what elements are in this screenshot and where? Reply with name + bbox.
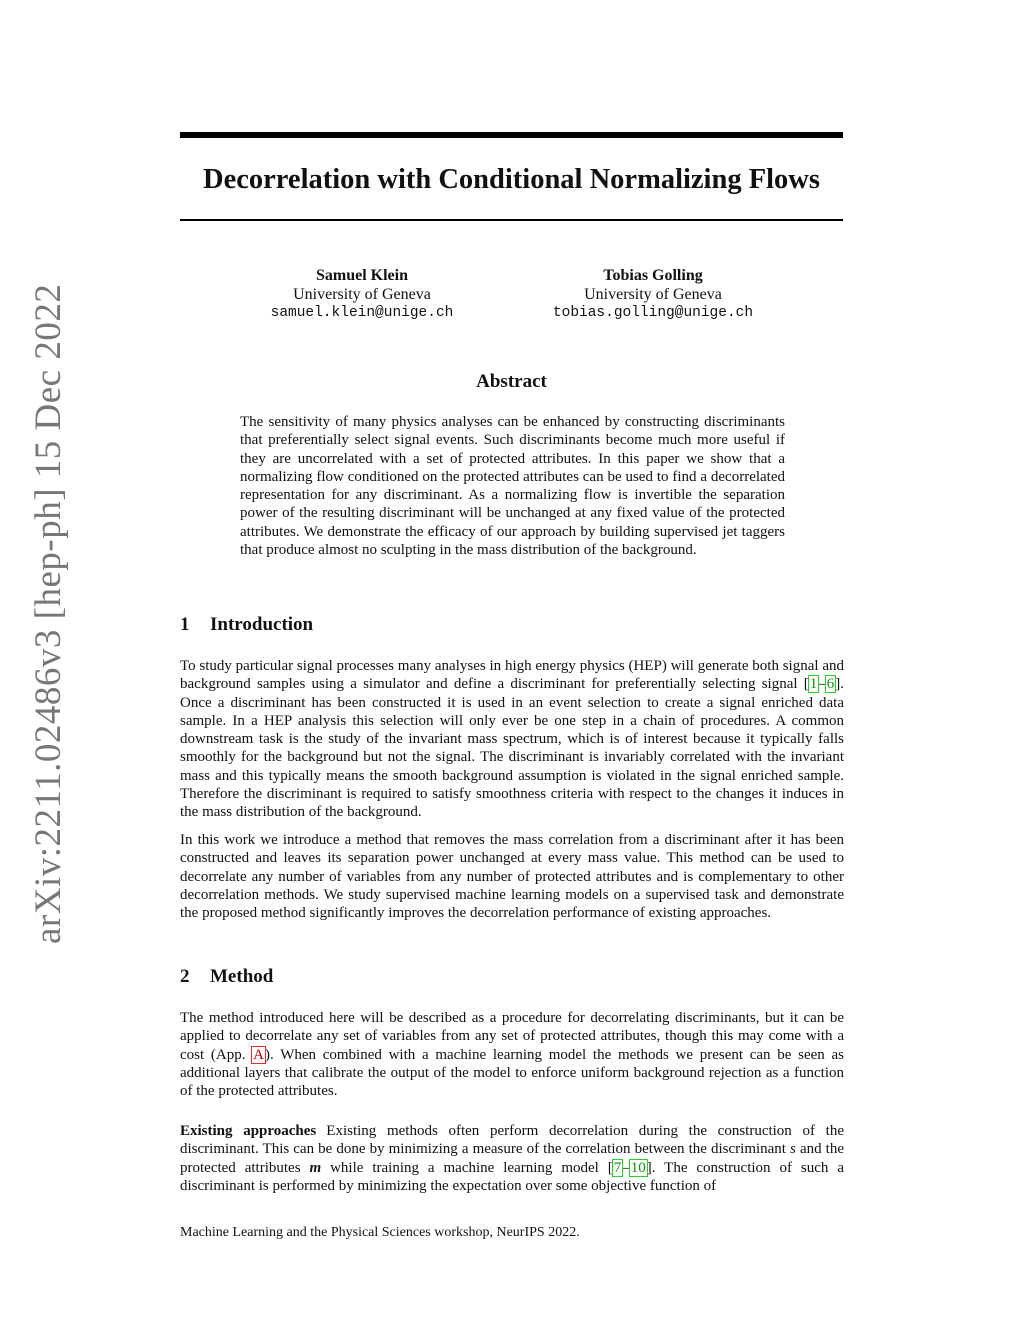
text-run: while training a machine learning model [: [321, 1159, 613, 1176]
author-name: Tobias Golling: [603, 267, 703, 284]
citation-link[interactable]: 1: [809, 676, 818, 693]
author-affiliation: University of Geneva: [584, 285, 722, 303]
text-run: To study particular signal processes many analyses in high energy physics (HEP) will generate both signal and background samples using a simulator and define a discriminant for preferentially selecting signal [: [180, 658, 844, 693]
appendix-link[interactable]: A: [253, 1046, 265, 1063]
abstract-heading: Abstract: [476, 371, 547, 392]
citation-link[interactable]: 7: [613, 1159, 622, 1176]
section-number: 1: [180, 614, 190, 635]
text-run: –: [818, 676, 826, 693]
section-heading-introduction: [180, 613, 313, 637]
footnote: Machine Learning and the Physical Sciences workshop, NeurIPS 2022.: [180, 1225, 580, 1240]
author-block-1: [212, 267, 512, 323]
arxiv-stamp: arXiv:2211.02486v3 [hep-ph] 15 Dec 2022: [28, 283, 69, 944]
title-bottom-rule: [180, 219, 843, 221]
abstract-text: The sensitivity of many physics analyses can be enhanced by constructing discriminants that preferentially select signal events. Such discriminants become much more useful if they are uncorrelated with a set of protected attributes. In this paper we show that a normalizing flow conditioned on the protected attributes can be used to find a decorrelated representation for any discriminant. As a normalizing flow is invertible the separation power of the resulting discriminant will be unchanged at any fixed value of the protected attributes. We demonstrate the efficacy of our approach by building supervised jet taggers that produce almost no sculpting in the mass distribution of the background.: [240, 414, 785, 559]
author-name: Samuel Klein: [315, 267, 408, 284]
text-run: ). When combined with a machine learning model the methods we present can be seen as additional layers that calibrate the output of the model to enforce uniform background rejection as a function of the protected attributes.: [180, 1046, 844, 1100]
citation-link[interactable]: 6: [826, 676, 835, 693]
intro-paragraph-2: In this work we introduce a method that removes the mass correlation from a discriminant after it has been constructed and leaves its separation power unchanged at every mass value. This method can be used to decorrelate any number of variables from any number of protected attributes and is complementary to other decorrelation methods. We study supervised machine learning models on a supervised task and demonstrate the proposed method significantly improves the decorrelation performance of existing approaches.: [180, 832, 844, 922]
author-email-link[interactable]: samuel.klein@unige.ch: [270, 305, 454, 321]
runin-heading: Existing approaches: [180, 1123, 317, 1139]
text-run: Existing methods often perform decorrelation during the construction of the discriminant. This can be done by minimizing a measure of the correlation between the discriminant: [180, 1123, 845, 1158]
citation-link[interactable]: 10: [630, 1159, 646, 1176]
section-heading-method: [180, 965, 273, 989]
section-title: Introduction: [210, 614, 314, 635]
math-symbol: m: [309, 1159, 322, 1176]
author-affiliation: University of Geneva: [293, 285, 431, 303]
author-block-2: [503, 267, 803, 323]
author-email-link[interactable]: tobias.golling@unige.ch: [552, 305, 754, 321]
math-symbol: s: [790, 1141, 796, 1158]
paper-title: Decorrelation with Conditional Normalizing Flows: [203, 164, 820, 195]
section-number: 2: [180, 966, 190, 987]
text-run: and the protected attributes: [180, 1141, 844, 1176]
title-top-rule: [180, 132, 843, 138]
text-run: The method introduced here will be described as a procedure for decorrelating discriminants, but it can be applied to decorrelate any set of variables from any set of protected attributes, though this may come with a cost (App.: [180, 1010, 844, 1063]
method-paragraph-1: [180, 1009, 844, 1100]
text-run: ]. The construction of such a discriminant is performed by minimizing the expectation over some objective function of: [180, 1159, 844, 1194]
method-paragraph-2: [180, 1122, 844, 1195]
text-run: –: [622, 1159, 630, 1176]
section-title: Method: [210, 966, 274, 987]
text-run: ]. Once a discriminant has been constructed it is used in an event selection to create a signal enriched data sample. In a HEP analysis this selection will only ever be one step in a chain of procedures. A common downstream task is the study of the invariant mass spectrum, which is of interest because it typically falls smoothly for the background but not the signal. The discriminant is invariably correlated with the invariant mass and this typically means the smooth background assumption is violated in the signal enriched sample. Therefore the discriminant is required to satisfy smoothness criteria with respect to the changes it induces in the mass distribution of the background.: [180, 676, 844, 821]
intro-paragraph-1: [180, 657, 844, 822]
